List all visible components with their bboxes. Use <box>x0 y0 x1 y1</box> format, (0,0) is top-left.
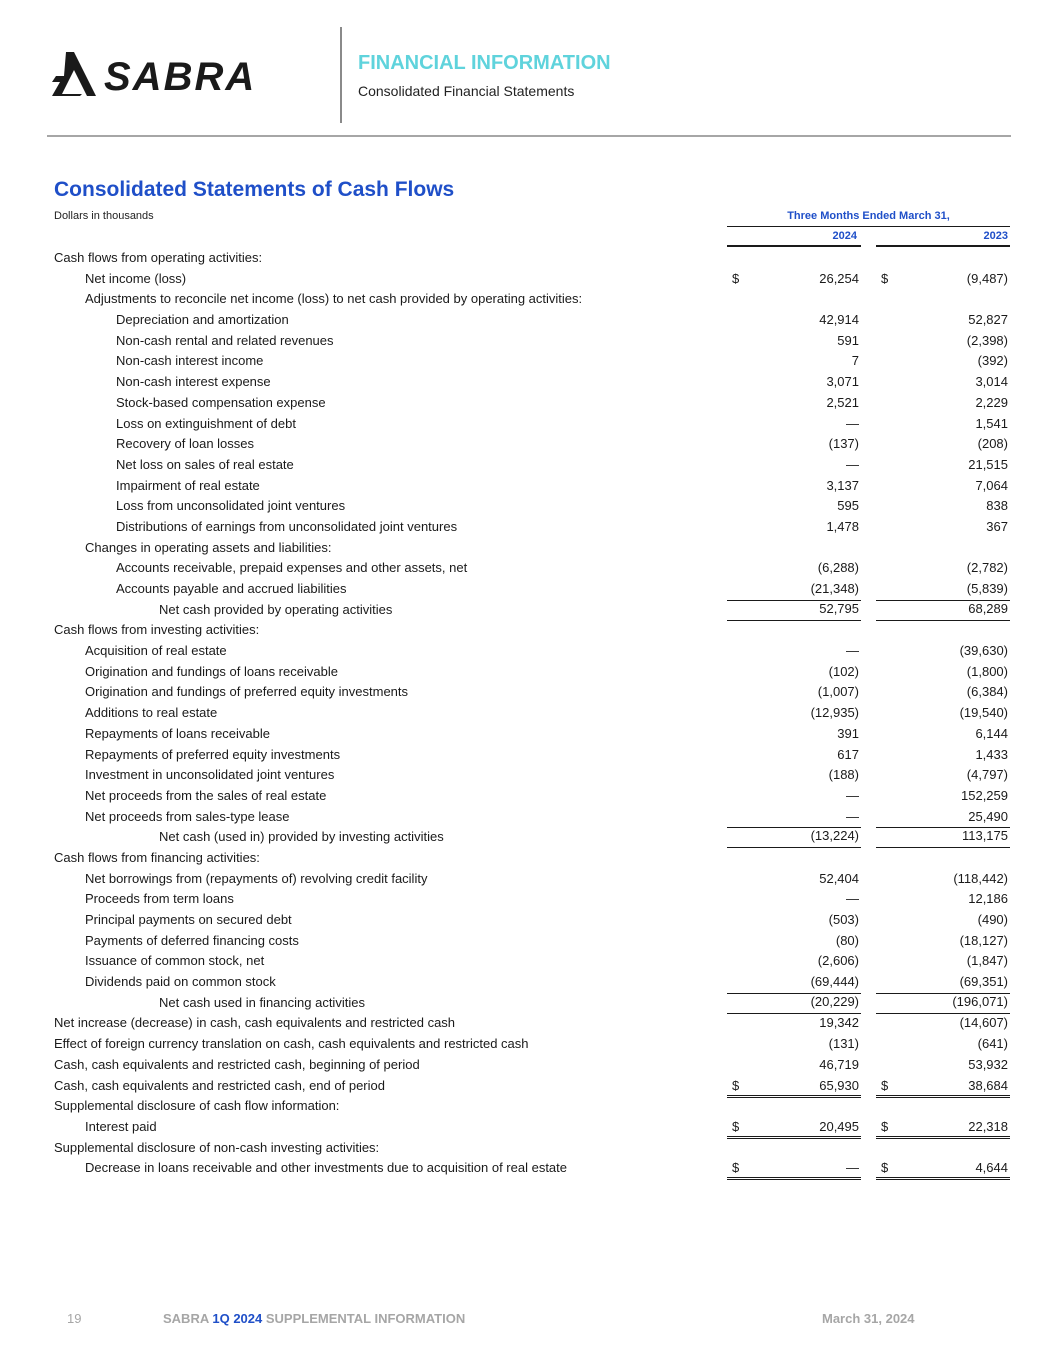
cell-value: 20,495 <box>819 1118 859 1134</box>
cell-value: 367 <box>986 518 1008 534</box>
row-label: Interest paid <box>85 1118 157 1134</box>
table-row <box>0 288 1055 309</box>
row-label: Loss from unconsolidated joint ventures <box>116 498 346 514</box>
cell-value: 838 <box>986 498 1008 514</box>
cell-value: (137) <box>828 436 859 452</box>
row-label: Cash flows from financing activities: <box>54 849 260 865</box>
row-label: Issuance of common stock, net <box>85 953 265 969</box>
value-2023 <box>876 974 1010 991</box>
value-2023 <box>876 993 1010 1014</box>
row-label: Cash flows from investing activities: <box>54 622 260 638</box>
dollar-sign: $ <box>881 270 889 286</box>
table-row <box>0 785 1055 806</box>
row-label: Impairment of real estate <box>116 477 260 493</box>
table-row <box>0 578 1055 599</box>
value-2024 <box>727 374 861 391</box>
value-2023 <box>876 747 1010 764</box>
cell-value: — <box>846 1160 859 1176</box>
row-label: Net income (loss) <box>85 270 187 286</box>
table-row <box>0 371 1055 392</box>
value-2023 <box>876 1036 1010 1053</box>
table-row <box>0 702 1055 723</box>
value-2024 <box>727 519 861 536</box>
value-2024 <box>727 705 861 722</box>
dollar-sign: $ <box>732 1118 740 1134</box>
cell-value: (188) <box>828 767 859 783</box>
row-label: Effect of foreign currency translation on cash, cash equivalents and restricted cash <box>54 1036 529 1052</box>
table-row <box>0 599 1055 620</box>
cell-value: (2,782) <box>966 560 1008 576</box>
value-2024 <box>727 1057 861 1074</box>
cell-value: (14,607) <box>959 1015 1008 1031</box>
row-label: Net cash provided by operating activities <box>159 601 393 617</box>
row-label: Net cash used in financing activities <box>159 994 365 1010</box>
cell-value: 7,064 <box>975 477 1008 493</box>
svg-text:SABRA: SABRA <box>104 55 257 98</box>
row-label: Distributions of earnings from unconsolidated joint ventures <box>116 518 458 534</box>
dollar-sign: $ <box>881 1077 889 1093</box>
value-2023 <box>876 271 1010 288</box>
footer-brand: SABRA <box>163 1311 209 1326</box>
cell-value: 617 <box>837 746 859 762</box>
value-2023 <box>876 416 1010 433</box>
cell-value: 3,137 <box>826 477 859 493</box>
row-label: Proceeds from term loans <box>85 891 234 907</box>
row-label: Net proceeds from the sales of real estate <box>85 787 327 803</box>
value-2024 <box>727 726 861 743</box>
row-label: Cash flows from operating activities: <box>54 250 263 265</box>
column-header-2024: 2024 <box>832 230 857 242</box>
cell-value: 19,342 <box>819 1015 859 1031</box>
table-row <box>0 1054 1055 1075</box>
cell-value: (4,797) <box>966 767 1008 783</box>
value-2024 <box>727 953 861 970</box>
value-2023 <box>876 1057 1010 1074</box>
table-row <box>0 930 1055 951</box>
value-2023 <box>876 560 1010 577</box>
value-2023 <box>876 912 1010 929</box>
cell-value: (18,127) <box>959 932 1008 948</box>
value-2024 <box>727 478 861 495</box>
cash-flow-table <box>0 247 1055 1178</box>
row-label: Adjustments to reconcile net income (loss) to net cash provided by operating activities: <box>85 291 583 307</box>
cell-value: 113,175 <box>961 828 1008 844</box>
value-2024 <box>727 436 861 453</box>
table-row <box>0 433 1055 454</box>
cell-value: 25,490 <box>968 808 1008 824</box>
value-2024 <box>727 1015 861 1032</box>
value-2023 <box>876 726 1010 743</box>
cell-value: 53,932 <box>968 1056 1008 1072</box>
table-row <box>0 619 1055 640</box>
table-row <box>0 888 1055 909</box>
table-row <box>0 495 1055 516</box>
row-label: Non-cash rental and related revenues <box>116 332 334 348</box>
table-row <box>0 268 1055 289</box>
table-row <box>0 950 1055 971</box>
table-row <box>0 681 1055 702</box>
value-2023 <box>876 684 1010 701</box>
value-2024 <box>727 643 861 660</box>
table-row <box>0 744 1055 765</box>
period-rule <box>727 226 1010 227</box>
value-2023 <box>876 891 1010 908</box>
cell-value: 591 <box>837 332 859 348</box>
table-row <box>0 247 1055 268</box>
section-title: FINANCIAL INFORMATION <box>358 52 611 74</box>
value-2024 <box>727 1036 861 1053</box>
row-label: Payments of deferred financing costs <box>85 932 299 948</box>
cell-value: 391 <box>837 725 859 741</box>
cell-value: (392) <box>977 353 1008 369</box>
table-row <box>0 454 1055 475</box>
value-2023 <box>876 498 1010 515</box>
value-2023 <box>876 809 1010 826</box>
cell-value: (208) <box>977 436 1008 452</box>
cell-value: (131) <box>828 1036 859 1052</box>
table-row <box>0 392 1055 413</box>
table-row <box>0 1116 1055 1137</box>
cell-value: 1,541 <box>975 415 1008 431</box>
header-rule <box>47 135 1011 137</box>
table-row <box>0 661 1055 682</box>
cell-value: 42,914 <box>819 312 859 328</box>
table-row <box>0 1012 1055 1033</box>
page-number: 19 <box>67 1311 82 1326</box>
value-2024 <box>727 809 861 826</box>
value-2023 <box>876 436 1010 453</box>
cell-value: 595 <box>837 498 859 514</box>
value-2023 <box>876 478 1010 495</box>
cell-value: 1,478 <box>826 518 859 534</box>
table-row <box>0 557 1055 578</box>
table-row <box>0 826 1055 847</box>
cell-value: (69,444) <box>810 974 859 990</box>
table-row <box>0 516 1055 537</box>
cell-value: (80) <box>835 932 859 948</box>
cell-value: 3,071 <box>826 374 859 390</box>
cell-value: (490) <box>977 912 1008 927</box>
cell-value: (39,630) <box>959 643 1008 659</box>
header-divider <box>340 27 342 123</box>
value-2024 <box>727 871 861 888</box>
value-2024 <box>727 788 861 805</box>
value-2024 <box>727 333 861 350</box>
cell-value: — <box>846 891 859 907</box>
cell-value: (20,229) <box>810 993 859 1009</box>
value-2023 <box>876 643 1010 660</box>
dollar-sign: $ <box>732 270 740 286</box>
cell-value: (1,800) <box>966 663 1008 679</box>
value-2024 <box>727 891 861 908</box>
value-2024 <box>727 767 861 784</box>
cell-value: 38,684 <box>968 1077 1008 1093</box>
row-label: Supplemental disclosure of non-cash investing activities: <box>54 1139 380 1155</box>
table-row <box>0 413 1055 434</box>
value-2024 <box>727 747 861 764</box>
table-row <box>0 723 1055 744</box>
value-2024 <box>727 933 861 950</box>
cell-value: 52,404 <box>819 870 859 886</box>
cell-value: 21,515 <box>968 456 1008 472</box>
column-header-2023: 2023 <box>983 230 1008 242</box>
row-label: Cash, cash equivalents and restricted cash, end of period <box>54 1077 385 1093</box>
cell-value: (6,384) <box>966 684 1008 700</box>
value-2024 <box>727 581 861 598</box>
row-label: Net loss on sales of real estate <box>116 456 294 472</box>
value-2024 <box>727 827 861 848</box>
value-2024 <box>727 1160 861 1180</box>
sabra-logo <box>52 52 297 98</box>
row-label: Loss on extinguishment of debt <box>116 415 296 431</box>
value-2023 <box>876 457 1010 474</box>
value-2024 <box>727 974 861 991</box>
cell-value: (6,288) <box>817 560 859 576</box>
value-2024 <box>727 498 861 515</box>
cell-value: (13,224) <box>810 828 859 844</box>
cell-value: (2,606) <box>817 953 859 969</box>
row-label: Changes in operating assets and liabilities: <box>85 539 332 555</box>
row-label: Non-cash interest expense <box>116 374 271 390</box>
value-2024 <box>727 600 861 621</box>
row-label: Dividends paid on common stock <box>85 974 276 990</box>
value-2024 <box>727 664 861 681</box>
cell-value: 4,644 <box>975 1160 1008 1176</box>
row-label: Stock-based compensation expense <box>116 394 326 410</box>
value-2023 <box>876 600 1010 621</box>
cell-value: 65,930 <box>819 1077 859 1093</box>
value-2024 <box>727 912 861 929</box>
table-row <box>0 806 1055 827</box>
value-2023 <box>876 374 1010 391</box>
cell-value: 6,144 <box>975 725 1008 741</box>
value-2024 <box>727 993 861 1014</box>
table-row <box>0 1157 1055 1178</box>
value-2023 <box>876 1015 1010 1032</box>
row-label: Depreciation and amortization <box>116 312 289 328</box>
row-label: Decrease in loans receivable and other investments due to acquisition of real estate <box>85 1160 568 1176</box>
cell-value: (641) <box>977 1036 1008 1052</box>
cell-value: (9,487) <box>966 270 1008 286</box>
value-2024 <box>727 271 861 288</box>
value-2023 <box>876 353 1010 370</box>
row-label: Supplemental disclosure of cash flow information: <box>54 1098 340 1114</box>
cell-value: 2,521 <box>826 394 859 410</box>
statement-title: Consolidated Statements of Cash Flows <box>54 178 455 201</box>
row-label: Net cash (used in) provided by investing activities <box>159 829 444 845</box>
cell-value: 26,254 <box>819 270 859 286</box>
cell-value: 52,827 <box>968 312 1008 328</box>
value-2023 <box>876 827 1010 848</box>
table-row <box>0 1075 1055 1096</box>
table-row <box>0 475 1055 496</box>
table-row <box>0 350 1055 371</box>
value-2023 <box>876 705 1010 722</box>
value-2024 <box>727 560 861 577</box>
table-row <box>0 1033 1055 1054</box>
value-2023 <box>876 312 1010 329</box>
table-row <box>0 309 1055 330</box>
table-row <box>0 971 1055 992</box>
row-label: Accounts receivable, prepaid expenses and other assets, net <box>116 560 468 576</box>
cell-value: 2,229 <box>975 394 1008 410</box>
cell-value: 68,289 <box>968 600 1008 616</box>
row-label: Non-cash interest income <box>116 353 264 369</box>
footer-label <box>163 1311 465 1326</box>
cell-value: 3,014 <box>975 374 1008 390</box>
cell-value: — <box>846 808 859 824</box>
value-2023 <box>876 664 1010 681</box>
value-2023 <box>876 767 1010 784</box>
dollar-sign: $ <box>732 1160 740 1176</box>
table-row <box>0 847 1055 868</box>
cell-value: 46,719 <box>819 1056 859 1072</box>
row-label: Recovery of loan losses <box>116 436 255 452</box>
cell-value: (69,351) <box>959 974 1008 990</box>
cell-value: — <box>846 456 859 472</box>
row-label: Net borrowings from (repayments of) revolving credit facility <box>85 870 428 886</box>
cell-value: (102) <box>828 663 859 679</box>
cell-value: 22,318 <box>968 1118 1008 1134</box>
value-2024 <box>727 457 861 474</box>
cell-value: (19,540) <box>959 705 1008 721</box>
cell-value: (12,935) <box>810 705 859 721</box>
cell-value: 1,433 <box>975 746 1008 762</box>
dollar-sign: $ <box>881 1160 889 1176</box>
footer-period: 1Q 2024 <box>212 1311 263 1326</box>
cell-value: (21,348) <box>810 581 859 596</box>
cell-value: (1,007) <box>817 684 859 700</box>
cell-value: 7 <box>851 353 859 369</box>
table-row <box>0 909 1055 930</box>
footer-date: March 31, 2024 <box>822 1311 915 1326</box>
table-row <box>0 764 1055 785</box>
dollar-sign: $ <box>881 1118 889 1134</box>
value-2023 <box>876 953 1010 970</box>
cell-value: — <box>846 643 859 659</box>
table-row <box>0 1137 1055 1158</box>
cell-value: 12,186 <box>968 891 1008 907</box>
table-row <box>0 992 1055 1013</box>
row-label: Origination and fundings of loans receivable <box>85 663 338 679</box>
value-2023 <box>876 395 1010 412</box>
table-row <box>0 537 1055 558</box>
table-row <box>0 1095 1055 1116</box>
table-row <box>0 330 1055 351</box>
row-label: Net increase (decrease) in cash, cash equivalents and restricted cash <box>54 1015 456 1031</box>
row-label: Origination and fundings of preferred equity investments <box>85 684 409 700</box>
value-2023 <box>876 933 1010 950</box>
row-label: Additions to real estate <box>85 705 218 721</box>
value-2023 <box>876 519 1010 536</box>
row-label: Principal payments on secured debt <box>85 912 292 927</box>
value-2024 <box>727 353 861 370</box>
cell-value: (5,839) <box>966 581 1008 596</box>
cell-value: (196,071) <box>952 993 1008 1009</box>
cell-value: 152,259 <box>961 787 1008 803</box>
cell-value: 52,795 <box>819 600 859 616</box>
row-label: Investment in unconsolidated joint ventures <box>85 767 335 783</box>
row-label: Accounts payable and accrued liabilities <box>116 581 347 596</box>
value-2024 <box>727 684 861 701</box>
dollar-sign: $ <box>732 1077 740 1093</box>
table-row <box>0 868 1055 889</box>
value-2024 <box>727 416 861 433</box>
value-2023 <box>876 788 1010 805</box>
value-2023 <box>876 1160 1010 1180</box>
row-label: Repayments of loans receivable <box>85 725 270 741</box>
cell-value: — <box>846 787 859 803</box>
value-2023 <box>876 581 1010 598</box>
cell-value: (1,847) <box>966 953 1008 969</box>
value-2024 <box>727 312 861 329</box>
row-label: Repayments of preferred equity investments <box>85 746 341 762</box>
row-label: Cash, cash equivalents and restricted cash, beginning of period <box>54 1056 420 1072</box>
cell-value: — <box>846 415 859 431</box>
row-label: Acquisition of real estate <box>85 643 227 659</box>
table-row <box>0 640 1055 661</box>
value-2023 <box>876 871 1010 888</box>
units-note: Dollars in thousands <box>54 210 154 222</box>
period-header: Three Months Ended March 31, <box>787 210 950 222</box>
footer-suffix: SUPPLEMENTAL INFORMATION <box>265 1311 466 1326</box>
value-2024 <box>727 395 861 412</box>
cell-value: (503) <box>828 912 859 927</box>
cell-value: (2,398) <box>966 332 1008 348</box>
cell-value: (118,442) <box>953 870 1008 886</box>
section-subtitle: Consolidated Financial Statements <box>358 83 575 99</box>
value-2023 <box>876 333 1010 350</box>
row-label: Net proceeds from sales-type lease <box>85 808 290 824</box>
